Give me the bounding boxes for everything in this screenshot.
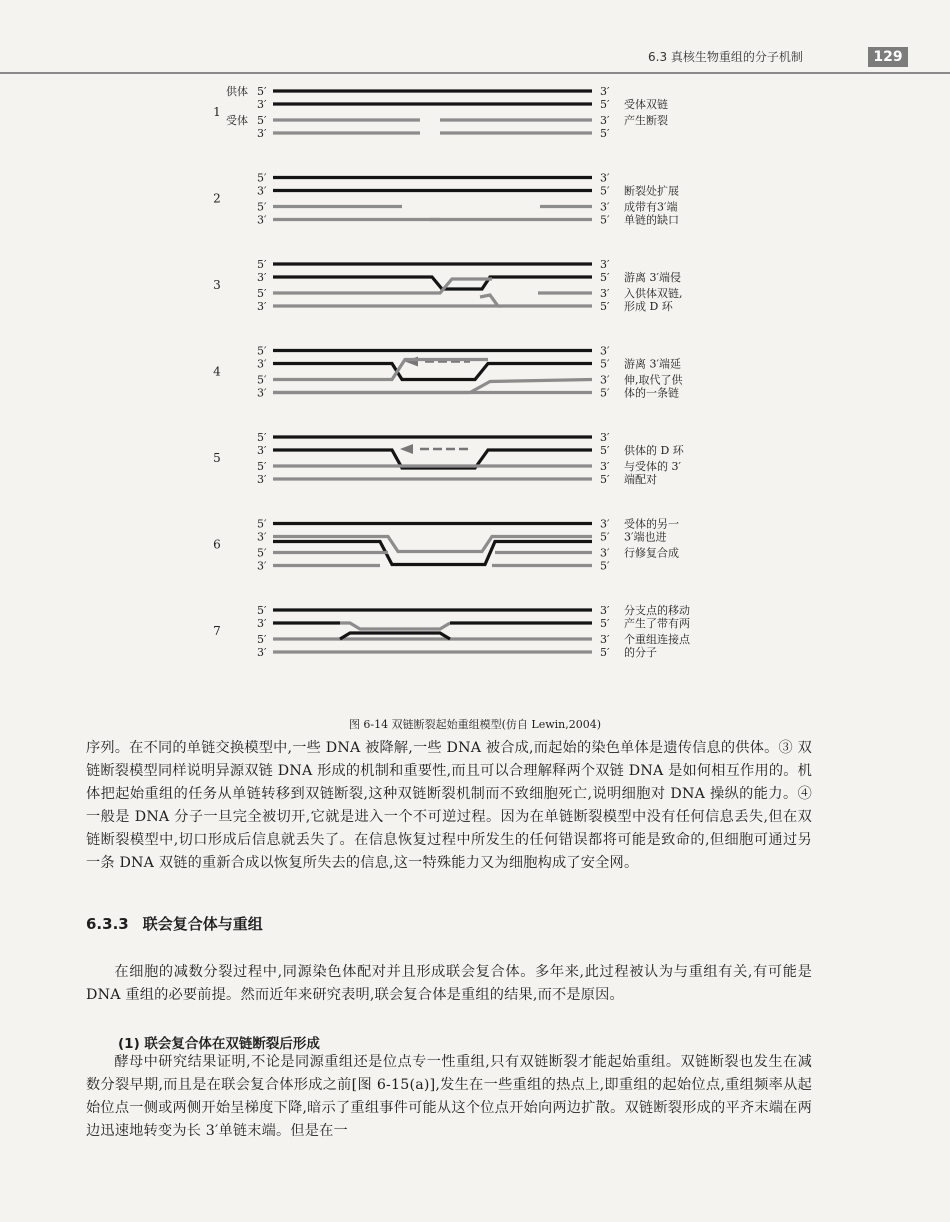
end-label-right: 3′	[600, 546, 610, 560]
step-description: 受体双链	[624, 98, 668, 111]
step-number: 3	[213, 278, 221, 292]
page-header	[0, 0, 950, 80]
end-label-right: 3′	[600, 114, 610, 127]
end-label-left: 3′	[257, 386, 267, 400]
end-label-left: 3′	[257, 646, 267, 659]
end-label-left: 5′	[257, 200, 267, 214]
end-label-left: 3′	[257, 473, 267, 486]
end-label-right: 3′	[600, 460, 610, 473]
end-label-left: 3′	[257, 127, 267, 140]
page-number: 129	[868, 47, 908, 67]
end-label-left: 3′	[257, 300, 267, 313]
end-label-left: 3′	[257, 617, 267, 630]
step-description: 入供体双链,	[624, 287, 683, 300]
end-label-right: 3′	[600, 517, 610, 531]
end-label-right: 5′	[600, 386, 610, 400]
end-label-left: 5′	[257, 604, 267, 617]
junction-crossover-1	[340, 623, 450, 629]
end-label-right: 5′	[600, 646, 610, 659]
step-description: 3′端也进	[624, 530, 667, 544]
step-description: 个重组连接点	[624, 633, 690, 646]
section-number: 6.3.3	[86, 915, 129, 933]
paragraph-yeast: 酵母中研究结果证明,不论是同源重组还是位点专一性重组,只有双链断裂才能起始重组。双链断裂也发生在减数分裂早期,而且是在联会复合体形成之前[图 6-15(a)],发生在一些重组的热点上,即重组的起始位点,重组频率从起始位点一侧或两侧开始呈梯度下降,暗示了重组事件可能从这个位点开始向两边扩散。双链断裂形成的平齐末端在两边迅速地转变为长 3′单链末端。但是在一	[86, 1054, 812, 1139]
strand-label: 供体	[226, 85, 248, 98]
step-description: 形成 D 环	[624, 300, 673, 313]
step-description: 断裂处扩展	[624, 184, 679, 198]
end-label-right: 3′	[600, 171, 610, 185]
step-number: 1	[213, 105, 221, 119]
end-label-right: 3′	[600, 85, 610, 98]
end-label-left: 3′	[257, 213, 267, 227]
recipient-strand-bottom	[273, 380, 592, 393]
step-description: 端配对	[624, 473, 657, 486]
end-label-left: 5′	[257, 85, 267, 98]
end-label-right: 3′	[600, 287, 610, 300]
step-description: 的分子	[624, 646, 657, 659]
end-label-left: 3′	[257, 530, 267, 544]
end-label-right: 3′	[600, 633, 610, 646]
header-rule	[0, 72, 950, 74]
end-label-right: 3′	[600, 373, 610, 387]
donor-strand-displaced	[273, 277, 592, 289]
dsb-model-figure	[0, 80, 950, 712]
end-label-right: 3′	[600, 604, 610, 617]
end-label-right: 5′	[600, 300, 610, 313]
step-number: 5	[213, 451, 221, 465]
end-label-right: 5′	[600, 530, 610, 544]
end-label-right: 3′	[600, 344, 610, 358]
end-label-right: 5′	[600, 213, 610, 227]
running-title: 6.3 真核生物重组的分子机制	[648, 50, 803, 64]
step-description: 产生了带有两	[624, 617, 690, 630]
end-label-right: 3′	[600, 258, 610, 271]
end-label-left: 5′	[257, 546, 267, 560]
end-label-right: 5′	[600, 617, 610, 630]
step-description: 伸,取代了供	[624, 373, 683, 387]
end-label-left: 5′	[257, 633, 267, 646]
step-description: 分支点的移动	[624, 604, 690, 617]
end-label-right: 5′	[600, 98, 610, 111]
step-description: 游离 3′端侵	[624, 271, 681, 284]
end-label-left: 3′	[257, 98, 267, 111]
end-label-right: 5′	[600, 127, 610, 140]
end-label-left: 5′	[257, 460, 267, 473]
invading-3prime-end	[273, 279, 492, 293]
end-label-left: 3′	[257, 271, 267, 284]
step-description: 供体的 D 环	[624, 444, 684, 457]
step-description: 成带有3′端	[624, 200, 678, 214]
subsection-heading: (1) 联会复合体在双链断裂后形成	[118, 1036, 320, 1052]
paragraph-synaptonemal: 在细胞的减数分裂过程中,同源染色体配对并且形成联会复合体。多年来,此过程被认为与重组有关,有可能是 DNA 重组的必要前提。然而近年来研究表明,联会复合体是重组的结果,而不是原因。	[86, 964, 812, 1003]
recipient-strand-bottom-cross	[476, 295, 498, 306]
end-label-left: 5′	[257, 373, 267, 387]
end-label-left: 3′	[257, 184, 267, 198]
step-number: 4	[213, 364, 221, 379]
end-label-right: 5′	[600, 444, 610, 457]
end-label-left: 3′	[257, 357, 267, 371]
end-label-left: 5′	[257, 171, 267, 185]
end-label-right: 3′	[600, 200, 610, 214]
end-label-left: 5′	[257, 517, 267, 531]
end-label-left: 5′	[257, 258, 267, 271]
step-description: 受体的另一	[624, 517, 679, 531]
paragraph-intro: 序列。在不同的单链交换模型中,一些 DNA 被降解,一些 DNA 被合成,而起始的染色单体是遗传信息的供体。③ 双链断裂模型同样说明异源双链 DNA 形成的机制和重要性,而且可以合理解释两个双链 DNA 是如何相互作用的。机体把起始重组的任务从单链转移到双链断裂,这种双链断裂机制而不致细胞死亡,说明细胞对 DNA 操纵的能力。④ 一般是 DNA 分子一旦完全被切开,它就是进入一个不可逆过程。因为在单链断裂模型中没有任何信息丢失,但在双链断裂模型中,切口形成后信息就丢失了。在信息恢复过程中所发生的任何错误都将可能是致命的,但细胞可通过另一条 DNA 双链的重新合成以恢复所失去的信息,这一特殊能力又为细胞构成了安全网。	[86, 740, 812, 871]
end-label-left: 5′	[257, 287, 267, 300]
step-description: 行修复合成	[624, 546, 679, 560]
end-label-right: 5′	[600, 271, 610, 284]
step-description: 产生断裂	[624, 114, 668, 127]
step-number: 2	[213, 191, 221, 206]
step-description: 体的一条链	[624, 386, 679, 400]
end-label-left: 5′	[257, 431, 267, 444]
donor-strand-displaced	[273, 364, 592, 380]
step-number: 7	[213, 624, 221, 638]
end-label-right: 3′	[600, 431, 610, 444]
end-label-left: 5′	[257, 344, 267, 358]
heteroduplex-gray	[273, 537, 592, 552]
figure-caption: 图 6-14 双链断裂起始重组模型(仿自 Lewin,2004)	[348, 718, 602, 731]
end-label-right: 5′	[600, 473, 610, 486]
section-heading	[86, 913, 263, 934]
step-description: 单链的缺口	[624, 213, 679, 227]
step-number: 6	[213, 537, 221, 552]
step-description: 与受体的 3′	[624, 460, 681, 473]
end-label-left: 5′	[257, 114, 267, 127]
synthesis-arrowhead	[400, 444, 413, 454]
end-label-left: 3′	[257, 444, 267, 457]
strand-label: 受体	[226, 114, 248, 127]
end-label-right: 5′	[600, 357, 610, 371]
end-label-left: 3′	[257, 559, 267, 573]
end-label-right: 5′	[600, 184, 610, 198]
end-label-right: 5′	[600, 559, 610, 573]
section-title: 联会复合体与重组	[142, 915, 263, 933]
step-description: 游离 3′端延	[624, 357, 681, 371]
